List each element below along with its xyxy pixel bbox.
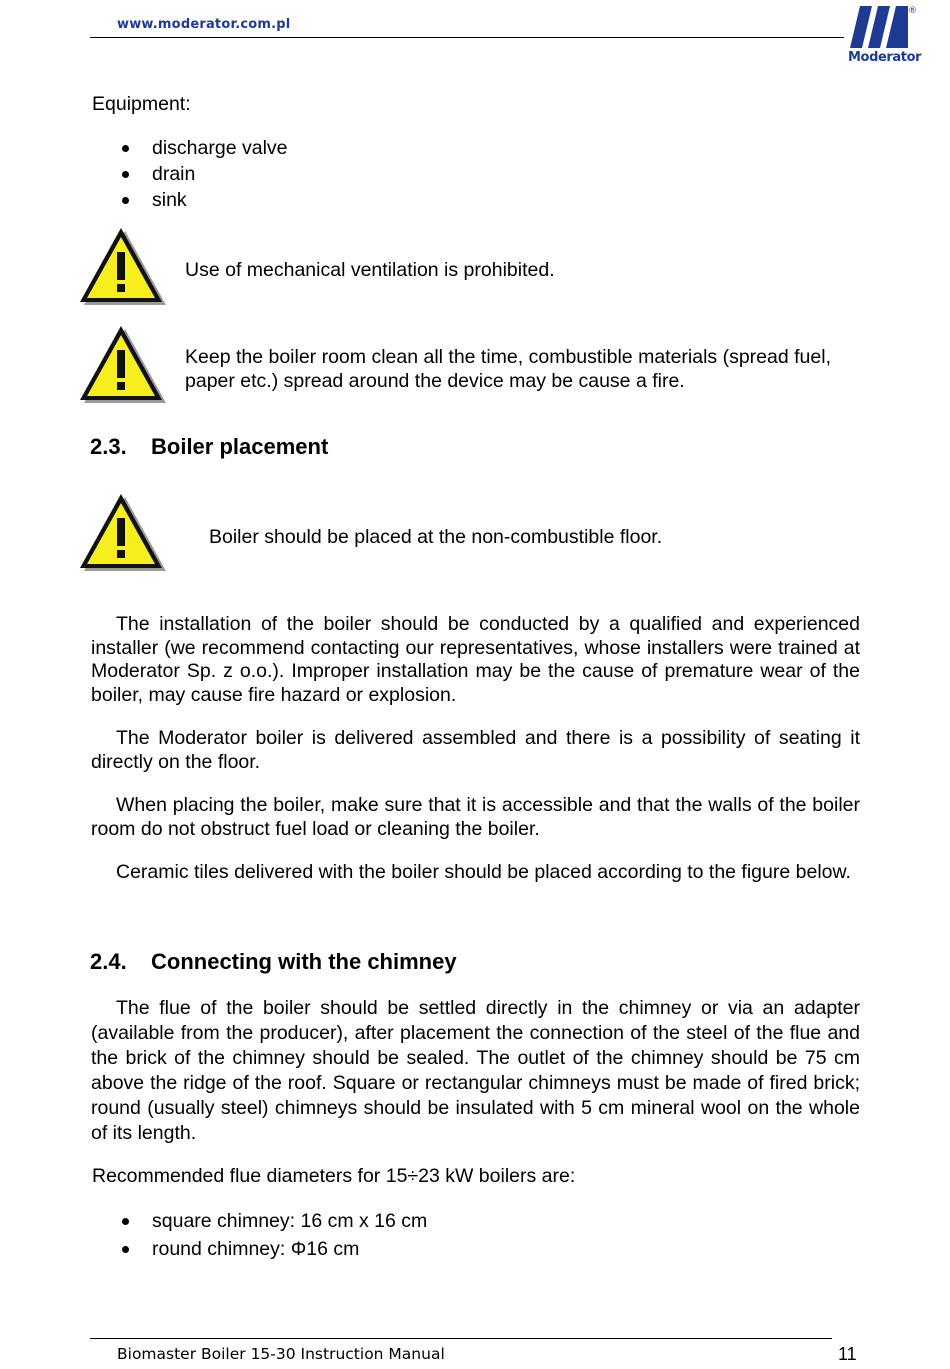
registered-mark: ® [908, 6, 917, 16]
bullet-icon [122, 1218, 129, 1225]
paragraph: When placing the boiler, make sure that it is accessible and that the walls of the boiler room do not obstruct fuel load or cleaning the boiler. [91, 794, 860, 840]
warning-icon [78, 492, 168, 572]
list-item: sink [152, 188, 288, 214]
list-item: square chimney: 16 cm x 16 cm [152, 1209, 427, 1237]
section-number: 2.3. [90, 434, 127, 459]
section-heading-2-3 [90, 434, 328, 460]
list-item: round chimney: Φ16 cm [152, 1237, 427, 1265]
paragraph: The installation of the boiler should be conducted by a qualified and experienced installer (we recommend contacting our representatives, whose installers were trained at Moderator Sp. z o.o.). Improper installation may be the cause of premature wear of the boiler, may cause fire hazard or explosion. [91, 613, 860, 706]
moderator-logo [848, 2, 920, 68]
paragraph: Ceramic tiles delivered with the boiler should be placed according to the figure below. [116, 861, 851, 883]
bullet-icon [122, 145, 129, 152]
bullet-icon [122, 171, 129, 178]
bullet-icon [122, 1246, 129, 1253]
footer-title: Biomaster Boiler 15-30 Instruction Manual [117, 1345, 445, 1363]
page-number: 11 [838, 1344, 857, 1364]
warning-clean-room: Keep the boiler room clean all the time, combustible materials (spread fuel, paper etc.) spread around the device may be cause a fire. [185, 346, 831, 392]
section-title: Boiler placement [151, 434, 329, 459]
chimney-list [152, 1209, 427, 1265]
equipment-title: Equipment: [92, 93, 191, 115]
moderator-logo-icon [848, 2, 920, 52]
paragraph: The Moderator boiler is delivered assembled and there is a possibility of seating it directly on the floor. [91, 727, 860, 773]
section-heading-2-4 [90, 949, 457, 975]
paragraph: The flue of the boiler should be settled directly in the chimney or via an adapter (available from the producer), after placement the connection of the steel of the flue and the brick of the chimney should be sealed. The outlet of the chimney should be 75 cm above the ridge of the roof. Square or rectangular chimneys must be made of fired brick; round (usually steel) chimneys should be insulated with 5 cm mineral wool on the whole of its length. [91, 997, 860, 1144]
warning-icon [78, 324, 168, 404]
list-item: drain [152, 162, 288, 188]
logo-text: Moderator [848, 50, 922, 65]
section-title: Connecting with the chimney [151, 949, 457, 974]
recommended-intro: Recommended flue diameters for 15÷23 kW boilers are: [92, 1165, 576, 1187]
warning-floor: Boiler should be placed at the non-combustible floor. [209, 526, 663, 548]
header-url: www.moderator.com.pl [117, 17, 291, 32]
list-item: discharge valve [152, 136, 288, 162]
header-divider [90, 37, 844, 38]
warning-icon [78, 226, 168, 306]
equipment-list [152, 136, 288, 214]
footer-divider [90, 1338, 832, 1339]
bullet-icon [122, 197, 129, 204]
section-number: 2.4. [90, 949, 127, 974]
warning-ventilation: Use of mechanical ventilation is prohibited. [185, 259, 555, 281]
